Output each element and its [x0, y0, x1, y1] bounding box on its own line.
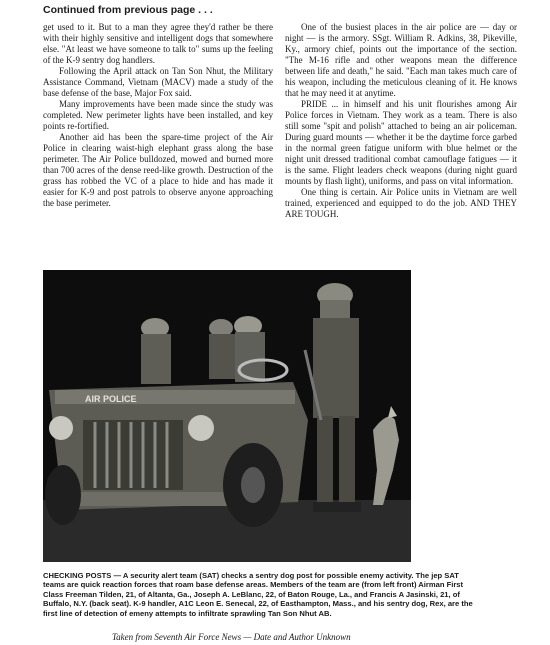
photo-caption: CHECKING POSTS — A security alert team (SAT) checks a sentry dog post for possible enemy activity. The jep SAT teams are quick reaction forces that roam base defense areas. Members of the team are (from left front) Airman First Class Freeman Tilden, 21, of Altanta, Ga., Joseph A. LeBlanc, 22, of Baton Rouge, La., and Francis A Jasinski, 21, of Buffalo, N.Y. (back seat). K-9 handler, A1C Leon E. Senecal, 22, of Easthampton, Mass., and his sentry dog, Rex, are the first line of detection of emeny attempts to infiltrate sprawling Tan Son Nhut AB. — [43, 571, 473, 618]
continued-header: Continued from previous page . . . — [43, 4, 213, 16]
left-column — [43, 22, 273, 209]
news-photo — [43, 270, 411, 562]
paragraph: get used to it. But to a man they agree they'd rather be there with their highly sensitive and intelligent dogs that somewhere else. "At least we have someone to talk to" sums up the feeling of the K-9 sentry dog handlers. — [43, 22, 273, 65]
paragraph: One of the busiest places in the air police are — day or night — is the armory. SSgt. William R. Adkins, 38, Pikeville, Ky., armory chief, points out the importance of the section. "The M-16 rifle and other weapons mean the difference between life and death," he said. "Each man takes much care of his weapon, including the meticulous cleaning of it. He knows that he may need it at anytime. — [285, 22, 517, 98]
paragraph: Following the April attack on Tan Son Nhut, the Military Assistance Command, Vietnam (MACV) made a study of the base defense of the base, Major Fox said. — [43, 66, 273, 98]
source-credit: Taken from Seventh Air Force News — Date and Author Unknown — [112, 632, 351, 642]
paragraph: Many improvements have been made since the study was completed. New perimeter lights have been installed, and key points re-fortified. — [43, 99, 273, 131]
jeep-marking: AIR POLICE — [85, 394, 137, 404]
paragraph: One thing is certain. Air Police units in Vietnam are well trained, experienced and equipped to do the job. AND THEY ARE TOUGH. — [285, 187, 517, 219]
photo-illustration — [43, 270, 411, 562]
right-column — [285, 22, 517, 220]
paragraph: Another aid has been the spare-time project of the Air Police in clearing waist-high elephant grass along the base perimeter. The Air Police bulldozed, mowed and burned more than 700 acres of the dense reed-like growth. Destruction of the grass has robbed the VC of a place to hide and has made it easier for K-9 and post patrols to observe anyone approaching the base perimeter. — [43, 132, 273, 208]
paragraph: PRIDE ... in himself and his unit flourishes among Air Police forces in Vietnam. They work as a team. There is also still some "spit and polish" attached to being an air policeman. During guard mounts — whether it be the daytime force garbed in the normal green fatigue uniform with blue helmet or the night unit dressed traditional combat camouflage fatigues — it is the same. Flight leaders check weapons (during night guard mounts by flash light), uniforms, and pass on vital information. — [285, 99, 517, 186]
